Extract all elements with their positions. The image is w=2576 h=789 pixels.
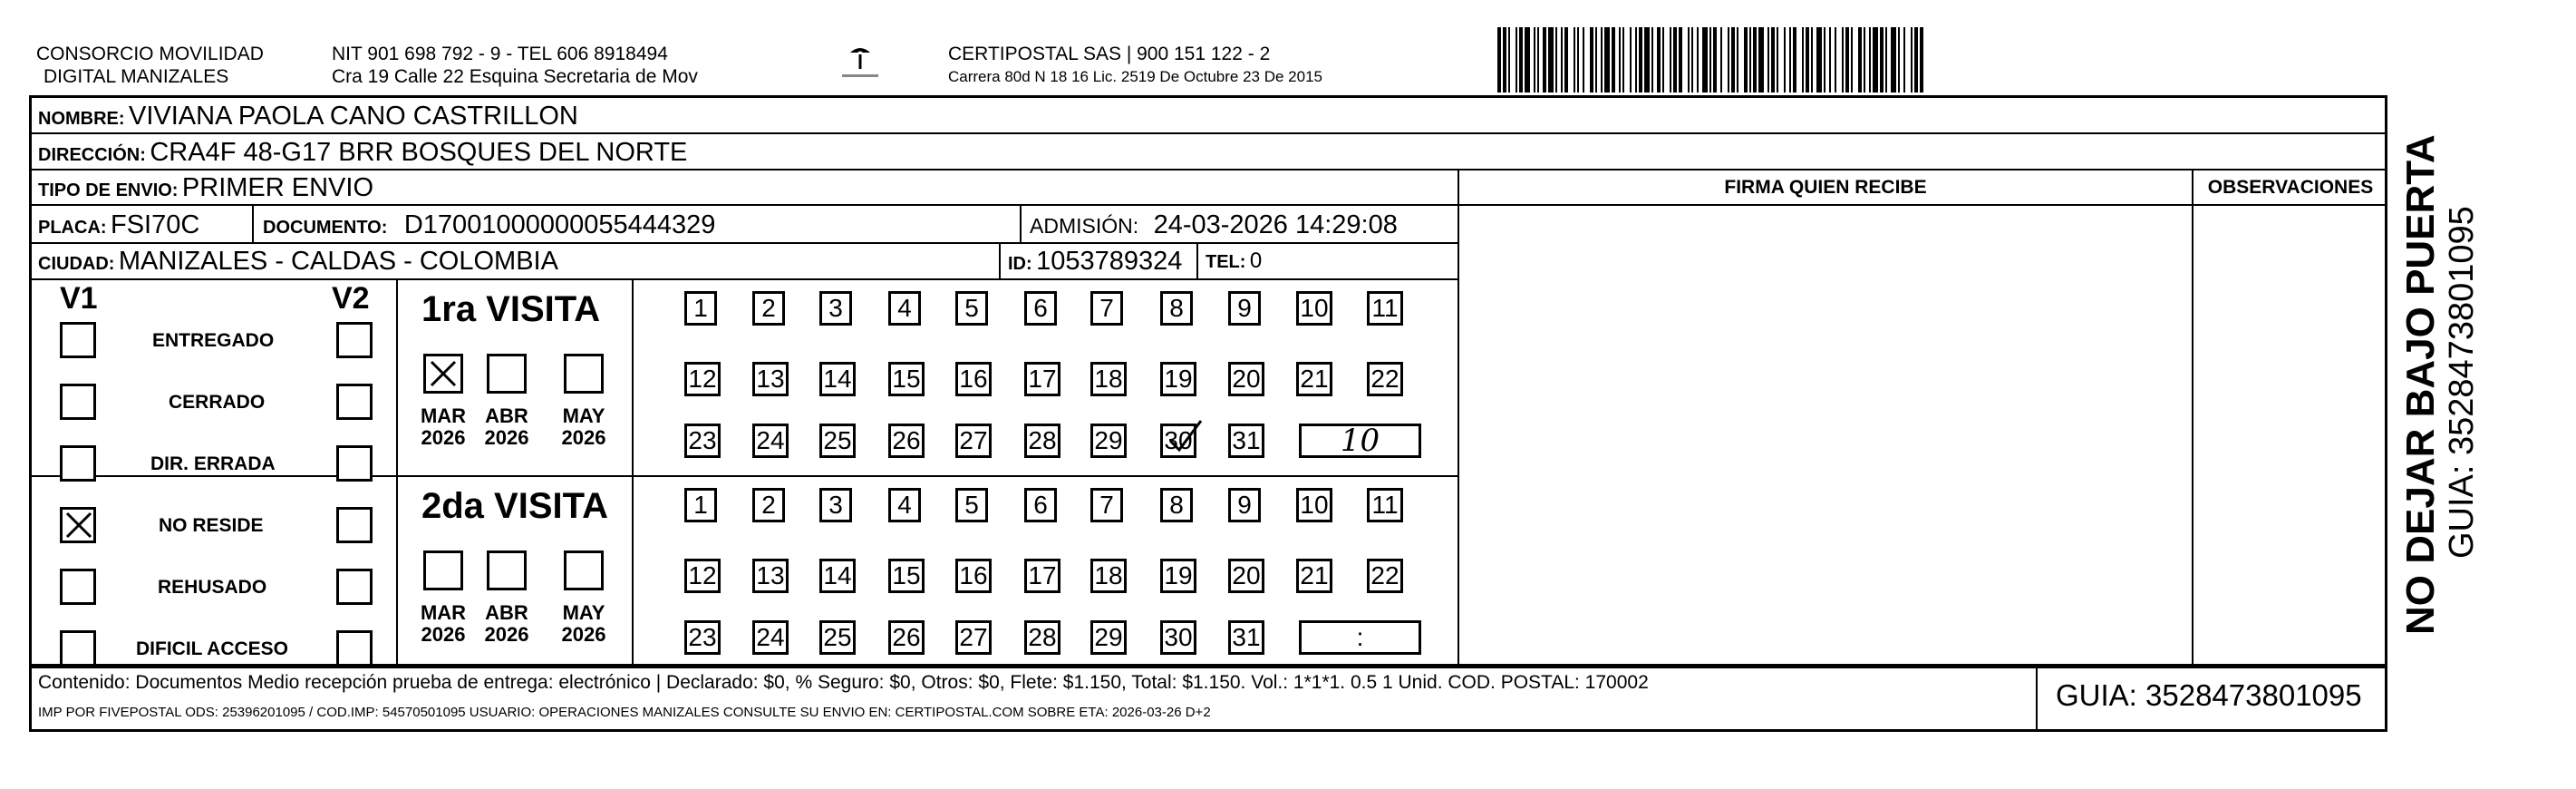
day-box-31[interactable]: 31 (1228, 620, 1264, 655)
x-mark-icon (63, 510, 94, 541)
tel-label: TEL: (1206, 252, 1246, 272)
barcode-bar (1639, 27, 1642, 93)
day-box-13[interactable]: 13 (752, 559, 789, 593)
ciudad-value: MANIZALES - CALDAS - COLOMBIA (118, 247, 558, 276)
barcode-bar (1728, 27, 1729, 93)
day-box-5[interactable]: 5 (955, 291, 988, 326)
day-box-24[interactable]: 24 (752, 424, 789, 458)
nombre-field (38, 100, 578, 137)
day-box-11[interactable]: 11 (1367, 291, 1403, 326)
company-name-line2: DIGITAL MANIZALES (44, 66, 229, 87)
day-box-31[interactable]: 31 (1228, 424, 1264, 458)
day-box-10[interactable]: 10 (1296, 488, 1332, 522)
barcode-bar (1851, 27, 1853, 93)
barcode-bar (1898, 27, 1900, 93)
v2-checkbox-cerrado[interactable] (336, 384, 373, 420)
barcode-bar (1816, 27, 1822, 93)
barcode-bar (1604, 27, 1610, 93)
month-checkbox-mar[interactable] (423, 354, 463, 394)
day-box-17[interactable]: 17 (1024, 362, 1060, 396)
firma-quien-recibe-label: FIRMA QUIEN RECIBE (1724, 177, 1927, 198)
v2-checkbox-no-reside[interactable] (336, 507, 373, 543)
day-box-1[interactable]: 1 (684, 291, 717, 326)
visit-title: 1ra VISITA (421, 289, 601, 329)
day-box-26[interactable]: 26 (888, 424, 925, 458)
barcode-bar (1561, 27, 1563, 93)
v1-checkbox-entregado[interactable] (60, 322, 96, 358)
day-box-8[interactable]: 8 (1160, 291, 1193, 326)
side-warning-text: NO DEJAR BAJO PUERTA (2398, 134, 2443, 635)
day-box-15[interactable]: 15 (888, 559, 925, 593)
barcode-bar (1713, 27, 1717, 93)
barcode-image (1496, 27, 2221, 93)
tipo-envio-field (38, 171, 373, 209)
v1-checkbox-cerrado[interactable] (60, 384, 96, 420)
day-box-29[interactable]: 29 (1090, 424, 1127, 458)
day-box-9[interactable]: 9 (1228, 291, 1261, 326)
month-checkbox-may[interactable] (564, 550, 604, 590)
month-name: MAY (562, 404, 605, 427)
barcode-bar (1720, 27, 1722, 93)
day-box-8[interactable]: 8 (1160, 488, 1193, 522)
direccion-label: DIRECCIÓN: (38, 145, 146, 165)
placa-field (38, 209, 199, 246)
day-box-6[interactable]: 6 (1024, 291, 1057, 326)
tipo-envio-value: PRIMER ENVIO (181, 173, 374, 202)
month-name: MAY (562, 601, 605, 624)
day-box-18[interactable]: 18 (1090, 559, 1127, 593)
day-box-7[interactable]: 7 (1090, 488, 1123, 522)
day-box-20[interactable]: 20 (1228, 362, 1264, 396)
day-box-25[interactable]: 25 (819, 620, 856, 655)
status-label: CERRADO (169, 392, 266, 413)
day-box-25[interactable]: 25 (819, 424, 856, 458)
barcode-bar (1534, 27, 1535, 93)
documento-value: D17001000000055444329 (403, 210, 716, 239)
barcode-bar (1662, 27, 1664, 93)
month-name: ABR (485, 404, 528, 427)
v1-checkbox-rehusado[interactable] (60, 569, 96, 605)
barcode-bar (1903, 27, 1905, 93)
barcode-bar (1537, 27, 1539, 93)
v2-checkbox-dir-errada[interactable] (336, 445, 373, 482)
month-name: ABR (485, 601, 528, 624)
visit-title: 2da VISITA (421, 486, 608, 526)
barcode-bar (1619, 27, 1621, 93)
day-box-5[interactable]: 5 (955, 488, 988, 522)
company-name-line1: CONSORCIO MOVILIDAD (36, 44, 264, 64)
status-label: DIFICIL ACCESO (136, 638, 289, 659)
ciudad-label: CIUDAD: (38, 254, 115, 274)
nombre-value: VIVIANA PAOLA CANO CASTRILLON (129, 102, 578, 131)
barcode-bar (1914, 27, 1918, 93)
barcode-bar (1891, 27, 1896, 93)
barcode-bar (1920, 27, 1923, 93)
footer-frame (29, 667, 2387, 732)
barcode-bar (1497, 27, 1501, 93)
day-box-2[interactable]: 2 (752, 291, 785, 326)
month-checkbox-mar[interactable] (423, 550, 463, 590)
day-box-29[interactable]: 29 (1090, 620, 1127, 655)
barcode-bar (1691, 27, 1693, 93)
month-year: 2026 (561, 426, 606, 449)
barcode-bar (1508, 27, 1510, 93)
status-label: DIR. ERRADA (150, 453, 276, 474)
ciudad-field (38, 245, 558, 282)
barcode-bar (1612, 27, 1615, 93)
barcode-bar (1873, 27, 1878, 93)
barcode-bar (1601, 27, 1603, 93)
month-name: MAR (420, 601, 467, 624)
side-guia-text: GUIA: 3528473801095 (2443, 206, 2481, 559)
month-year: 2026 (421, 426, 466, 449)
barcode-bar (1806, 27, 1809, 93)
day-box-20[interactable]: 20 (1228, 559, 1264, 593)
barcode-bar (1670, 27, 1671, 93)
barcode-bar (1737, 27, 1738, 93)
footer-guia: GUIA: 3528473801095 (2056, 678, 2362, 712)
status-label: NO RESIDE (159, 515, 264, 536)
status-label: ENTREGADO (152, 330, 275, 351)
barcode-bar (1802, 27, 1804, 93)
day-box-22[interactable]: 22 (1367, 362, 1403, 396)
barcode-bar (1784, 27, 1786, 93)
day-box-7[interactable]: 7 (1090, 291, 1123, 326)
v2-label: V2 (332, 281, 370, 316)
day-box-23[interactable]: 23 (684, 620, 721, 655)
admision-field (1030, 209, 1398, 246)
barcode-bar (1767, 27, 1769, 93)
id-field (1008, 245, 1182, 282)
barcode-bar (1697, 27, 1699, 93)
admision-label: ADMISIÓN: (1030, 214, 1139, 238)
check-mark-icon (1165, 417, 1205, 457)
status-label: REHUSADO (158, 577, 267, 598)
barcode-bar (1744, 27, 1748, 93)
month-label (414, 602, 472, 646)
barcode-bar (1709, 27, 1711, 93)
nombre-label: NOMBRE: (38, 109, 125, 129)
day-box-3[interactable]: 3 (819, 291, 852, 326)
barcode-bar (1793, 27, 1796, 93)
day-box-26[interactable]: 26 (888, 620, 925, 655)
day-box-12[interactable]: 12 (684, 559, 721, 593)
id-label: ID: (1008, 254, 1032, 274)
barcode-bar (1525, 27, 1530, 93)
visit-time-value: 10 (1340, 423, 1380, 459)
barcode-bar (1771, 27, 1775, 93)
day-box-2[interactable]: 2 (752, 488, 785, 522)
day-box-16[interactable]: 16 (955, 362, 992, 396)
barcode-bar (1858, 27, 1862, 93)
company-address-line: Cra 19 Calle 22 Esquina Secretaria de Mov (332, 66, 698, 87)
barcode-bar (1864, 27, 1865, 93)
barcode-bar (1543, 27, 1546, 93)
barcode-bar (1635, 27, 1637, 93)
day-box-4[interactable]: 4 (888, 488, 921, 522)
barcode-bar (1503, 27, 1506, 93)
visit-time-value: : (1356, 623, 1364, 651)
barcode-bar (1880, 27, 1884, 93)
documento-field (263, 209, 715, 246)
month-checkbox-may[interactable] (564, 354, 604, 394)
v2-checkbox-entregado[interactable] (336, 322, 373, 358)
month-label (478, 602, 536, 646)
barcode-bar (1574, 27, 1575, 93)
month-year: 2026 (484, 426, 529, 449)
admision-value: 24-03-2026 14:29:08 (1153, 210, 1398, 239)
month-year: 2026 (484, 623, 529, 646)
day-box-14[interactable]: 14 (819, 559, 856, 593)
placa-label: PLACA: (38, 218, 107, 238)
day-box-10[interactable]: 10 (1296, 291, 1332, 326)
observaciones-label: OBSERVACIONES (2207, 177, 2374, 198)
day-box-3[interactable]: 3 (819, 488, 852, 522)
courier-address: Carrera 80d N 18 16 Lic. 2519 De Octubre 23 De 2015 (948, 68, 1322, 85)
barcode-bar (1595, 27, 1597, 93)
tel-field (1206, 245, 1262, 280)
barcode-bar (1657, 27, 1661, 93)
barcode-bar (1911, 27, 1913, 93)
visit-time-box[interactable] (1299, 424, 1421, 458)
day-box-6[interactable]: 6 (1024, 488, 1057, 522)
day-box-28[interactable]: 28 (1024, 620, 1060, 655)
barcode-bar (1548, 27, 1554, 93)
day-box-30[interactable]: 30 (1160, 424, 1196, 458)
v2-checkbox-rehusado[interactable] (336, 569, 373, 605)
day-box-22[interactable]: 22 (1367, 559, 1403, 593)
barcode-bar (1679, 27, 1682, 93)
month-year: 2026 (561, 623, 606, 646)
day-box-23[interactable]: 23 (684, 424, 721, 458)
day-box-12[interactable]: 12 (684, 362, 721, 396)
day-box-13[interactable]: 13 (752, 362, 789, 396)
barcode-bar (1789, 27, 1791, 93)
tel-value: 0 (1249, 248, 1263, 273)
month-year: 2026 (421, 623, 466, 646)
barcode-bar (1651, 27, 1653, 93)
barcode-bar (1555, 27, 1557, 93)
day-box-24[interactable]: 24 (752, 620, 789, 655)
barcode-bar (1824, 27, 1825, 93)
day-box-9[interactable]: 9 (1228, 488, 1261, 522)
company-name (36, 43, 264, 88)
barcode-bar (1777, 27, 1778, 93)
barcode-bar (1835, 27, 1836, 93)
barcode-bar (1869, 27, 1871, 93)
day-box-17[interactable]: 17 (1024, 559, 1060, 593)
month-label (555, 602, 613, 646)
company-nit-line1: NIT 901 698 792 - 9 - TEL 606 8918494 (332, 44, 668, 64)
day-box-15[interactable]: 15 (888, 362, 925, 396)
day-box-11[interactable]: 11 (1367, 488, 1403, 522)
v1-label: V1 (60, 281, 98, 316)
day-box-28[interactable]: 28 (1024, 424, 1060, 458)
barcode-bar (1590, 27, 1593, 93)
direccion-field (38, 136, 687, 173)
tipo-envio-label: TIPO DE ENVIO: (38, 180, 179, 200)
barcode-bar (1519, 27, 1523, 93)
day-box-16[interactable]: 16 (955, 559, 992, 593)
courier-info (948, 43, 1322, 88)
barcode-bar (1702, 27, 1708, 93)
barcode-bar (1583, 27, 1584, 93)
barcode-bar (1688, 27, 1690, 93)
barcode-bar (1885, 27, 1887, 93)
barcode-bar (1811, 27, 1813, 93)
placa-value: FSI70C (111, 210, 200, 239)
barcode-bar (1622, 27, 1624, 93)
courier-name: CERTIPOSTAL SAS | 900 151 122 - 2 (948, 44, 1271, 64)
barcode-bar (1630, 27, 1632, 93)
v1-checkbox-dir-errada[interactable] (60, 445, 96, 482)
barcode-bar (1577, 27, 1579, 93)
barcode-bar (1644, 27, 1650, 93)
barcode-bar (1829, 27, 1831, 93)
footer-impresion: IMP POR FIVEPOSTAL ODS: 25396201095 / COD.IMP: 54570501095 USUARIO: OPERACIONES MANIZALES CONSULTE SU ENVIO EN: CERTIPOSTAL.COM SOBRE ETA: 2026-03-26 D+2 (38, 705, 1211, 720)
day-box-14[interactable]: 14 (819, 362, 856, 396)
barcode-bar (1753, 27, 1757, 93)
month-checkbox-abr[interactable] (487, 354, 527, 394)
month-label (414, 405, 472, 449)
barcode-bar (1731, 27, 1735, 93)
day-box-18[interactable]: 18 (1090, 362, 1127, 396)
barcode-bar (1516, 27, 1517, 93)
id-value: 1053789324 (1036, 247, 1183, 276)
day-box-4[interactable]: 4 (888, 291, 921, 326)
day-box-19[interactable]: 19 (1160, 362, 1196, 396)
month-label (555, 405, 613, 449)
x-mark-icon (428, 358, 459, 389)
barcode-bar (1842, 27, 1844, 93)
barcode-bar (1758, 27, 1764, 93)
v1-checkbox-dificil-acceso[interactable] (60, 630, 96, 667)
visit-time-box[interactable] (1299, 620, 1421, 655)
day-box-21[interactable]: 21 (1296, 362, 1332, 396)
v1-checkbox-no-reside[interactable] (60, 507, 96, 543)
v2-checkbox-dificil-acceso[interactable] (336, 630, 373, 667)
month-label (478, 405, 536, 449)
day-box-27[interactable]: 27 (955, 620, 992, 655)
barcode-bar (1673, 27, 1677, 93)
day-box-19[interactable]: 19 (1160, 559, 1196, 593)
barcode-bar (1749, 27, 1751, 93)
direccion-value: CRA4F 48-G17 BRR BOSQUES DEL NORTE (150, 138, 688, 167)
barcode-bar (1564, 27, 1568, 93)
documento-label: DOCUMENTO: (263, 218, 388, 238)
month-name: MAR (420, 404, 467, 427)
company-nit (332, 43, 698, 88)
day-box-27[interactable]: 27 (955, 424, 992, 458)
footer-contenido: Contenido: Documentos Medio recepción prueba de entrega: electrónico | Declarado: $0, % Seguro: $0, Otros: $0, Flete: $1.150, Total: $1.150. Vol.: 1*1*1. 0.5 1 Unid. COD. POSTAL: 170002 (38, 672, 1649, 693)
barcode-bar (1845, 27, 1849, 93)
day-box-1[interactable]: 1 (684, 488, 717, 522)
month-checkbox-abr[interactable] (487, 550, 527, 590)
day-box-30[interactable]: 30 (1160, 620, 1196, 655)
day-box-21[interactable]: 21 (1296, 559, 1332, 593)
certipostal-logo-icon (838, 42, 883, 92)
